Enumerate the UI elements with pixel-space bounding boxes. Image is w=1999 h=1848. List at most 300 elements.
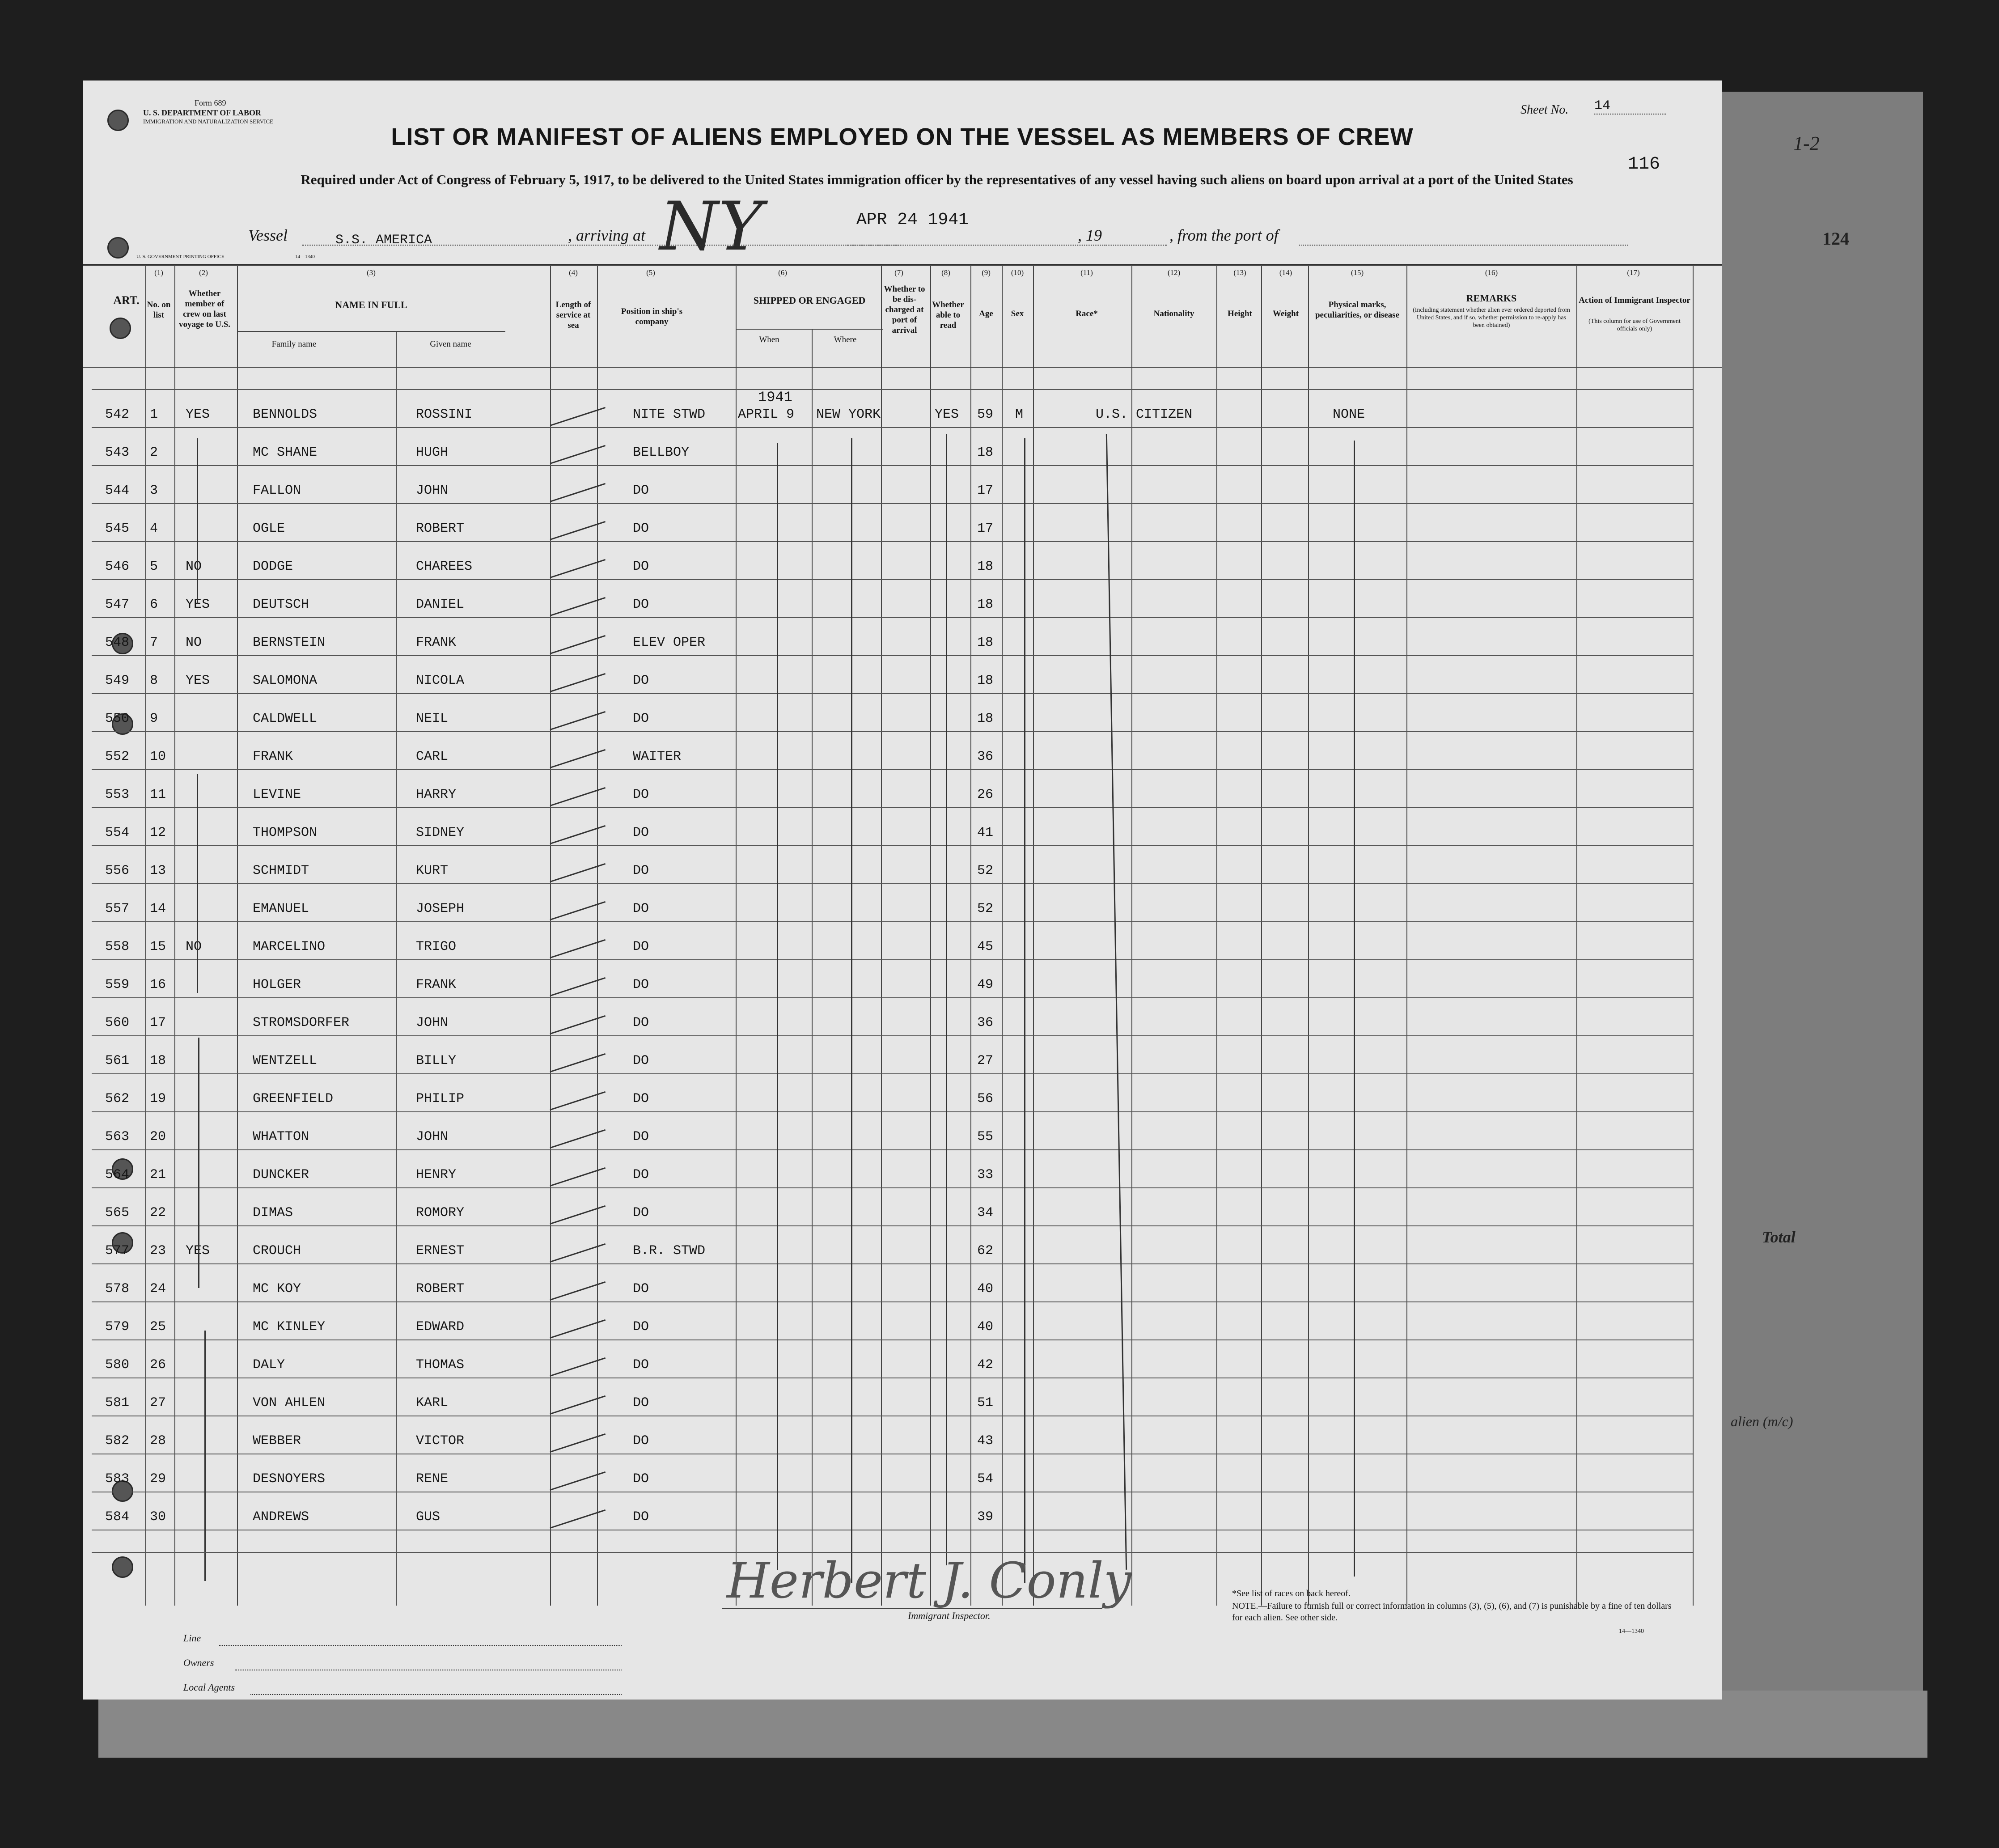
cell-last-voyage: YES: [186, 673, 210, 688]
side-note-alien: alien (m/c): [1731, 1413, 1793, 1429]
cell-last-voyage: YES: [186, 407, 210, 422]
cell-art: 553: [105, 787, 130, 802]
cell-family-name: WHATTON: [253, 1129, 309, 1144]
cell-age: 40: [977, 1281, 994, 1297]
col-remarks-note: (Including statement whether alien ever ordered deported from United States, and if so, whether permission to re-apply has been obtained): [1413, 307, 1570, 329]
cell-family-name: MC KOY: [253, 1281, 301, 1297]
punch-hole: [112, 1556, 133, 1578]
cell-list-no: 25: [150, 1319, 166, 1335]
col-action-note: (This column for use of Government officials only): [1588, 318, 1681, 332]
col-num-1: (1): [154, 268, 163, 277]
cell-age: 51: [977, 1395, 994, 1411]
cell-age: 18: [977, 597, 994, 612]
cell-list-no: 17: [150, 1015, 166, 1030]
cell-list-no: 28: [150, 1433, 166, 1449]
col-num-17: (17): [1627, 268, 1640, 277]
cell-given-name: JOSEPH: [416, 901, 465, 916]
row-rule: [92, 1225, 1693, 1226]
cell-position: NITE STWD: [633, 407, 706, 422]
row-rule: [92, 541, 1693, 542]
cell-art: 565: [105, 1205, 130, 1221]
cell-position: DO: [633, 1395, 649, 1411]
row-rule: [92, 693, 1693, 694]
col-num-10: (10): [1011, 268, 1024, 277]
cell-age: 18: [977, 673, 994, 688]
sheet-number: 14: [1594, 98, 1666, 114]
col-subhead-where: Where: [834, 335, 857, 344]
cell-position: DO: [633, 939, 649, 954]
cell-age: 43: [977, 1433, 994, 1449]
cell-art: 563: [105, 1129, 130, 1144]
year-prefix: , 19: [1078, 226, 1102, 244]
cell-list-no: 14: [150, 901, 166, 916]
side-note-number: 124: [1822, 229, 1849, 249]
col-head-race: Race*: [1076, 309, 1098, 318]
cell-position: DO: [633, 559, 649, 574]
col-num-7: (7): [894, 268, 903, 277]
ditto-mark: [1354, 441, 1355, 1577]
cell-age: 40: [977, 1319, 994, 1335]
cell-family-name: VON AHLEN: [253, 1395, 326, 1411]
cell-given-name: ROBERT: [416, 521, 465, 536]
manifest-title: LIST OR MANIFEST OF ALIENS EMPLOYED ON THE VESSEL AS MEMBERS OF CREW: [391, 123, 1414, 150]
cell-position: DO: [633, 483, 649, 498]
cell-position: DO: [633, 1167, 649, 1183]
col-divider: [970, 266, 971, 1606]
cell-given-name: BILLY: [416, 1053, 457, 1068]
cell-age: 18: [977, 559, 994, 574]
col-head-height: Height: [1228, 309, 1252, 318]
cell-sex: M: [1015, 407, 1024, 422]
cell-art: 547: [105, 597, 130, 612]
cell-position: DO: [633, 977, 649, 992]
cell-age: 18: [977, 445, 994, 460]
cell-list-no: 12: [150, 825, 166, 840]
cell-given-name: GUS: [416, 1509, 440, 1525]
col-divider: [1261, 266, 1262, 1606]
cell-given-name: HUGH: [416, 445, 449, 460]
shipped-subrule: [736, 329, 883, 330]
manifest-subtitle: Required under Act of Congress of February 5, 1917, to be delivered to the United States immigration officer by the representatives of any vessel having such aliens on board upon arrival at a port of the United States: [301, 172, 1573, 187]
col-num-2: (2): [199, 268, 208, 277]
col-num-14: (14): [1279, 268, 1292, 277]
cell-art: 580: [105, 1357, 130, 1373]
col-divider: [174, 266, 175, 1606]
cell-art: 577: [105, 1243, 130, 1259]
row-rule: [92, 1035, 1693, 1036]
inspector-label: Immigrant Inspector.: [908, 1610, 991, 1621]
cell-age: 27: [977, 1053, 994, 1068]
cell-given-name: RENE: [416, 1471, 449, 1487]
cell-age: 56: [977, 1091, 994, 1106]
col-divider: [1693, 266, 1694, 1606]
cell-given-name: EDWARD: [416, 1319, 465, 1335]
cell-age: 36: [977, 749, 994, 764]
cell-family-name: WEBBER: [253, 1433, 301, 1449]
cell-family-name: HOLGER: [253, 977, 301, 992]
cell-age: 52: [977, 901, 994, 916]
col-head-service: Length of service at sea: [555, 300, 591, 330]
cell-position: DO: [633, 1433, 649, 1449]
cell-position: DO: [633, 787, 649, 802]
header-rule-top: [83, 264, 1722, 266]
cell-family-name: BERNSTEIN: [253, 635, 326, 650]
col-divider: [1406, 266, 1407, 1606]
cell-age: 49: [977, 977, 994, 992]
cell-age: 26: [977, 787, 994, 802]
col-head-no: No. on list: [147, 300, 171, 320]
col-divider: [1576, 266, 1577, 1606]
cell-last-voyage: NO: [186, 559, 202, 574]
page-number: 116: [1628, 154, 1660, 174]
cell-list-no: 6: [150, 597, 158, 612]
cell-age: 45: [977, 939, 994, 954]
side-note-page-range: 1-2: [1793, 132, 1820, 154]
col-head-nationality: Nationality: [1153, 309, 1194, 318]
cell-art: 578: [105, 1281, 130, 1297]
cell-family-name: FRANK: [253, 749, 293, 764]
cell-art: 544: [105, 483, 130, 498]
cell-position: DO: [633, 901, 649, 916]
cell-position: BELLBOY: [633, 445, 690, 460]
col-num-4: (4): [569, 268, 578, 277]
cell-list-no: 8: [150, 673, 158, 688]
cell-where: NEW YORK: [816, 407, 881, 422]
cell-given-name: VICTOR: [416, 1433, 465, 1449]
punch-hole: [107, 237, 129, 259]
col-divider: [145, 266, 146, 1606]
cell-age: 36: [977, 1015, 994, 1030]
cell-family-name: WENTZELL: [253, 1053, 318, 1068]
col-head-remarks: REMARKS: [1466, 292, 1517, 304]
ditto-mark: [197, 438, 198, 604]
cell-list-no: 1: [150, 407, 158, 422]
form-number: Form 689: [195, 98, 226, 107]
ditto-mark: [1024, 438, 1025, 1583]
row-rule: [92, 997, 1693, 998]
col-num-6: (6): [778, 268, 787, 277]
col-divider: [550, 266, 551, 1606]
ditto-mark: [198, 1038, 199, 1288]
cell-art: 558: [105, 939, 130, 954]
cell-list-no: 23: [150, 1243, 166, 1259]
cell-physical-marks: NONE: [1333, 407, 1365, 422]
signature-line: [722, 1608, 1102, 1609]
col-num-11: (11): [1080, 268, 1093, 277]
cell-art: 581: [105, 1395, 130, 1411]
cell-list-no: 7: [150, 635, 158, 650]
arriving-label: , arriving at: [568, 226, 646, 244]
cell-given-name: FRANK: [416, 635, 457, 650]
failure-note: NOTE.—Failure to furnish full or correct information in columns (3), (5), (6), and (7) is punishable by a fine of ten dollars for each alien. See other side.: [1232, 1601, 1672, 1623]
cell-age: 41: [977, 825, 994, 840]
local-agents-label: Local Agents: [183, 1682, 235, 1693]
inspector-signature: Herbert J. Conly: [727, 1552, 1131, 1609]
arriving-port-handwritten: NY: [660, 188, 763, 266]
col-head-sex: Sex: [1011, 309, 1024, 318]
cell-art: 548: [105, 635, 130, 650]
row-rule: [92, 845, 1693, 846]
cell-position: DO: [633, 1319, 649, 1335]
cell-family-name: LEVINE: [253, 787, 301, 802]
cell-list-no: 2: [150, 445, 158, 460]
cell-position: DO: [633, 825, 649, 840]
cell-given-name: JOHN: [416, 1015, 449, 1030]
cell-art: 562: [105, 1091, 130, 1106]
cell-given-name: JOHN: [416, 483, 449, 498]
cell-family-name: DIMAS: [253, 1205, 293, 1221]
col-divider: [396, 331, 397, 1606]
cell-family-name: SALOMONA: [253, 673, 318, 688]
cell-given-name: PHILIP: [416, 1091, 465, 1106]
cell-art: 554: [105, 825, 130, 840]
cell-given-name: SIDNEY: [416, 825, 465, 840]
races-note: *See list of races on back hereof.: [1232, 1589, 1351, 1598]
row-rule: [92, 1111, 1693, 1112]
col-head-read: Whether able to read: [932, 300, 964, 330]
department-name: U. S. DEPARTMENT OF LABOR: [143, 108, 262, 117]
cell-list-no: 22: [150, 1205, 166, 1221]
cell-family-name: CROUCH: [253, 1243, 301, 1259]
cell-position: DO: [633, 1205, 649, 1221]
cell-art: 542: [105, 407, 130, 422]
cell-position: DO: [633, 1129, 649, 1144]
cell-art: 552: [105, 749, 130, 764]
cell-list-no: 26: [150, 1357, 166, 1373]
col-num-8: (8): [941, 268, 950, 277]
cell-art: 556: [105, 863, 130, 878]
cell-art: 550: [105, 711, 130, 726]
cell-last-voyage: YES: [186, 597, 210, 612]
row-rule: [92, 1149, 1693, 1150]
cell-list-no: 29: [150, 1471, 166, 1487]
cell-given-name: TRIGO: [416, 939, 457, 954]
cell-given-name: CARL: [416, 749, 449, 764]
cell-list-no: 30: [150, 1509, 166, 1525]
col-num-13: (13): [1233, 268, 1246, 277]
col-divider: [1002, 266, 1003, 1606]
col-num-3: (3): [367, 268, 376, 277]
cell-art: 564: [105, 1167, 130, 1183]
col-divider: [1131, 266, 1132, 1606]
row-rule: [92, 1187, 1693, 1188]
cell-art: 561: [105, 1053, 130, 1068]
row-rule: [92, 1301, 1693, 1302]
cell-art: 543: [105, 445, 130, 460]
col-num-15: (15): [1351, 268, 1364, 277]
sheet-label: Sheet No.: [1520, 103, 1569, 117]
cell-family-name: DODGE: [253, 559, 293, 574]
cell-last-voyage: YES: [186, 1243, 210, 1259]
cell-age: 17: [977, 521, 994, 536]
cell-art: 584: [105, 1509, 130, 1525]
cell-position: DO: [633, 1091, 649, 1106]
cell-family-name: ANDREWS: [253, 1509, 309, 1525]
col-num-16: (16): [1485, 268, 1498, 277]
cell-list-no: 13: [150, 863, 166, 878]
row-rule: [92, 959, 1693, 960]
cell-last-voyage: NO: [186, 939, 202, 954]
col-head-shipped: SHIPPED OR ENGAGED: [753, 295, 866, 306]
name-subrule: [237, 331, 505, 332]
cell-family-name: DUNCKER: [253, 1167, 309, 1183]
cell-family-name: EMANUEL: [253, 901, 309, 916]
ditto-mark: [204, 1331, 206, 1581]
cell-age: 39: [977, 1509, 994, 1525]
cell-given-name: NEIL: [416, 711, 449, 726]
year-underline: [1105, 245, 1167, 246]
cell-family-name: MC KINLEY: [253, 1319, 326, 1335]
cell-position: DO: [633, 863, 649, 878]
cell-family-name: DALY: [253, 1357, 285, 1373]
col-head-last-voyage: Whether member of crew on last voyage to U.S.: [178, 289, 231, 329]
cell-given-name: DANIEL: [416, 597, 465, 612]
cell-given-name: ROMORY: [416, 1205, 465, 1221]
date-underline: [847, 245, 1105, 246]
cell-age: 52: [977, 863, 994, 878]
cell-art: 560: [105, 1015, 130, 1030]
cell-art: 546: [105, 559, 130, 574]
date-stamp: APR 24 1941: [856, 210, 969, 229]
from-port-label: , from the port of: [1169, 226, 1279, 244]
col-divider: [237, 266, 238, 1606]
col-subhead-when: When: [759, 335, 779, 344]
cell-family-name: SCHMIDT: [253, 863, 309, 878]
cell-position: DO: [633, 1509, 649, 1525]
cell-position: DO: [633, 1015, 649, 1030]
cell-given-name: ERNEST: [416, 1243, 465, 1259]
cell-list-no: 10: [150, 749, 166, 764]
underlying-sheet-strip: [98, 1691, 1927, 1758]
row-rule: [92, 617, 1693, 618]
cell-age: 18: [977, 635, 994, 650]
printing-office: U. S. GOVERNMENT PRINTING OFFICE: [136, 254, 224, 259]
line-label: Line: [183, 1632, 201, 1644]
cell-position: DO: [633, 597, 649, 612]
col-divider: [597, 266, 598, 1606]
row-rule: [92, 769, 1693, 770]
col-head-discharged: Whether to be dis-charged at port of arrival: [884, 284, 925, 335]
cell-age: 62: [977, 1243, 994, 1259]
cell-list-no: 9: [150, 711, 158, 726]
cell-age: 54: [977, 1471, 994, 1487]
cell-list-no: 4: [150, 521, 158, 536]
cell-age: 34: [977, 1205, 994, 1221]
cell-last-voyage: NO: [186, 635, 202, 650]
cell-given-name: HENRY: [416, 1167, 457, 1183]
cell-nationality: U.S. CITIZEN: [1096, 407, 1193, 422]
cell-age: 17: [977, 483, 994, 498]
cell-family-name: DESNOYERS: [253, 1471, 326, 1487]
line-underline: [219, 1645, 622, 1646]
row-rule: [92, 1073, 1693, 1074]
cell-art: 559: [105, 977, 130, 992]
row-rule: [92, 427, 1693, 428]
row-rule: [92, 655, 1693, 656]
cell-list-no: 5: [150, 559, 158, 574]
cell-age: 55: [977, 1129, 994, 1144]
cell-position: DO: [633, 1471, 649, 1487]
cell-given-name: ROBERT: [416, 1281, 465, 1297]
cell-list-no: 11: [150, 787, 166, 802]
cell-art: 582: [105, 1433, 130, 1449]
cell-list-no: 3: [150, 483, 158, 498]
cell-art: 583: [105, 1471, 130, 1487]
vessel-name: S.S. AMERICA: [335, 233, 432, 248]
cell-age: 42: [977, 1357, 994, 1373]
row-rule: [92, 503, 1693, 504]
cell-art: 549: [105, 673, 130, 688]
punch-hole: [110, 318, 131, 339]
cell-given-name: JOHN: [416, 1129, 449, 1144]
cell-position: DO: [633, 1281, 649, 1297]
side-note-total: Total: [1762, 1228, 1796, 1246]
cell-list-no: 21: [150, 1167, 166, 1183]
cell-able-read: YES: [935, 407, 959, 422]
cell-list-no: 18: [150, 1053, 166, 1068]
col-subhead-family: Family name: [271, 339, 317, 349]
col-divider: [1216, 266, 1217, 1606]
col-num-12: (12): [1167, 268, 1181, 277]
cell-family-name: GREENFIELD: [253, 1091, 334, 1106]
col-head-art: ART.: [113, 294, 140, 307]
cell-art: 545: [105, 521, 130, 536]
cell-position: DO: [633, 1357, 649, 1373]
row-rule: [92, 883, 1693, 884]
cell-family-name: STROMSDORFER: [253, 1015, 350, 1030]
service-name: IMMIGRATION AND NATURALIZATION SERVICE: [143, 118, 274, 125]
cell-given-name: HARRY: [416, 787, 457, 802]
row-rule: [92, 389, 1693, 390]
cell-art: 579: [105, 1319, 130, 1335]
row-rule: [92, 731, 1693, 732]
cell-list-no: 15: [150, 939, 166, 954]
ditto-mark: [777, 443, 778, 1570]
col-head-name: NAME IN FULL: [335, 299, 407, 310]
manifest-sheet: [83, 81, 1722, 1700]
cell-list-no: 19: [150, 1091, 166, 1106]
cell-list-no: 24: [150, 1281, 166, 1297]
shipped-year: 1941: [758, 389, 792, 406]
cell-position: ELEV OPER: [633, 635, 706, 650]
row-rule: [92, 465, 1693, 466]
cell-given-name: THOMAS: [416, 1357, 465, 1373]
row-rule: [92, 1263, 1693, 1264]
col-head-action: Action of Immigrant Inspector: [1579, 296, 1690, 305]
cell-given-name: KURT: [416, 863, 449, 878]
row-rule: [92, 921, 1693, 922]
col-subhead-given: Given name: [430, 339, 471, 349]
ditto-mark: [197, 774, 198, 993]
col-head-physical: Physical marks, peculiarities, or disease: [1315, 300, 1400, 320]
cell-family-name: DEUTSCH: [253, 597, 309, 612]
col-divider: [736, 266, 737, 1606]
cell-position: DO: [633, 711, 649, 726]
cell-position: B.R. STWD: [633, 1243, 706, 1259]
owners-label: Owners: [183, 1657, 214, 1668]
cell-family-name: OGLE: [253, 521, 285, 536]
col-divider: [881, 266, 882, 1606]
ditto-mark: [851, 438, 852, 1583]
col-divider: [1308, 266, 1309, 1606]
cell-family-name: BENNOLDS: [253, 407, 318, 422]
cell-position: DO: [633, 1053, 649, 1068]
cell-given-name: ROSSINI: [416, 407, 473, 422]
cell-age: 33: [977, 1167, 994, 1183]
ditto-mark: [1106, 434, 1127, 1570]
cell-family-name: FALLON: [253, 483, 301, 498]
cell-when: APRIL 9: [738, 407, 795, 422]
